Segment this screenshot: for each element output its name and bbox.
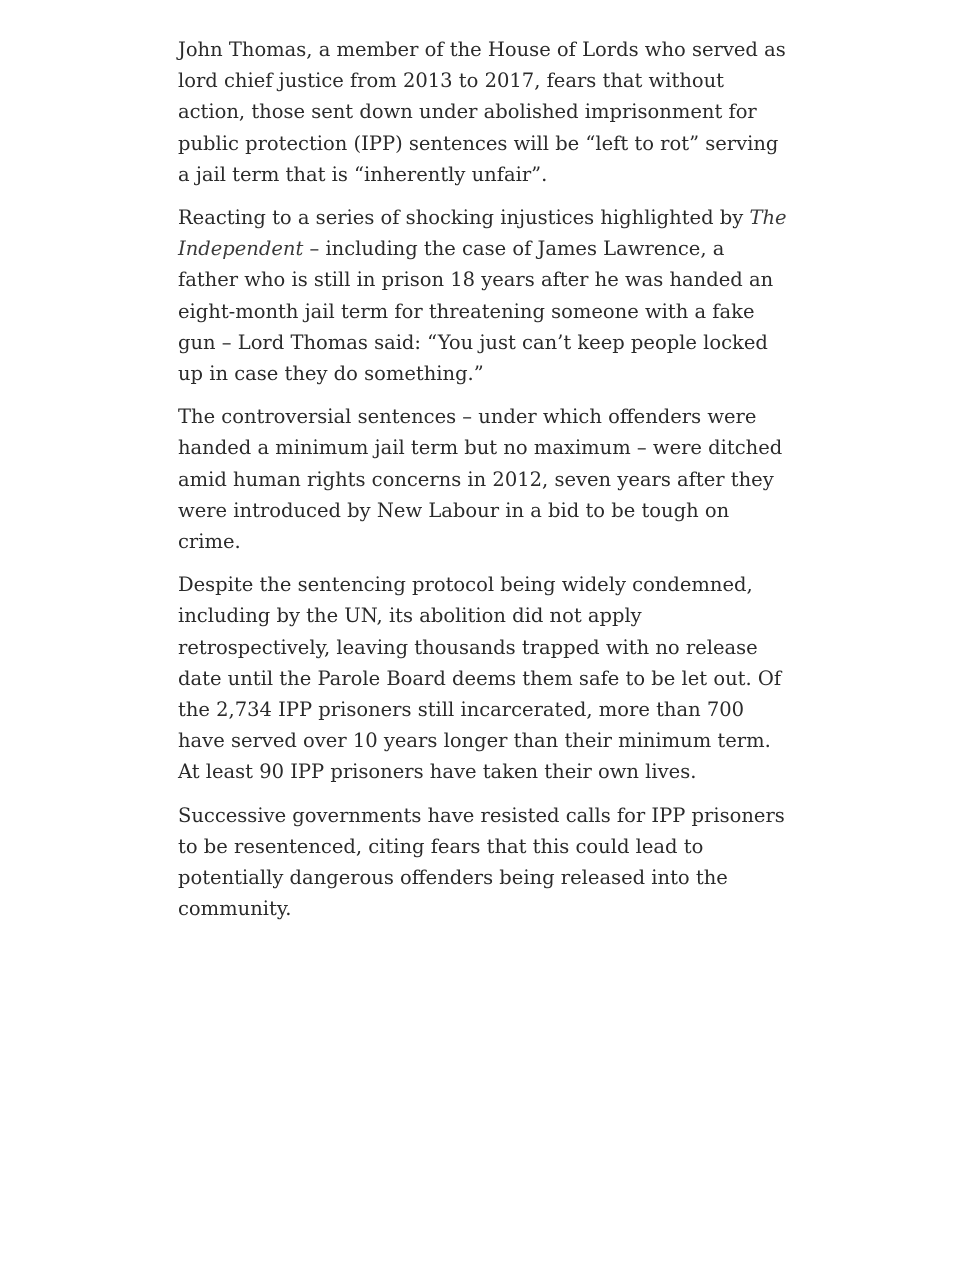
article-paragraph-3: The controversial sentences – under which offenders were handed a minimum jail term but no maximum – were ditched amid human rights concerns in 2012, seven years after they were introduced by New Labour in a bid to be tough on crime. [178, 405, 783, 554]
paragraph-2-text-after: – including the case of James Lawrence, a father who is still in prison 18 years after he was handed an eight-month jail term for threatening someone with a fake gun – Lord Thomas said: “You just can’t keep people locked up in case they do something.” [178, 237, 774, 386]
article-body [178, 34, 788, 936]
article-paragraph-5: Successive governments have resisted calls for IPP prisoners to be resentenced, citing fears that this could lead to potentially dangerous offenders being released into the community. [178, 803, 785, 921]
article-paragraph-2 [178, 202, 788, 389]
article-paragraph-4: Despite the sentencing protocol being widely condemned, including by the UN, its abolition did not apply retrospectively, leaving thousands trapped with no release date until the Parole Board deems them safe to be let out. Of the 2,734 IPP prisoners still incarcerated, more than 700 have served over 10 years longer than their minimum term. At least 90 IPP prisoners have taken their own lives. [178, 573, 782, 784]
article-paragraph-1: John Thomas, a member of the House of Lords who served as lord chief justice from 2013 to 2017, fears that without action, those sent down under abolished imprisonment for public protection (IPP) sentences will be “left to rot” serving a jail term that is “inherently unfair”. [178, 38, 786, 186]
publication-name: The Independent [178, 206, 787, 261]
paragraph-2-text-before: Reacting to a series of shocking injustices highlighted by [178, 206, 750, 230]
